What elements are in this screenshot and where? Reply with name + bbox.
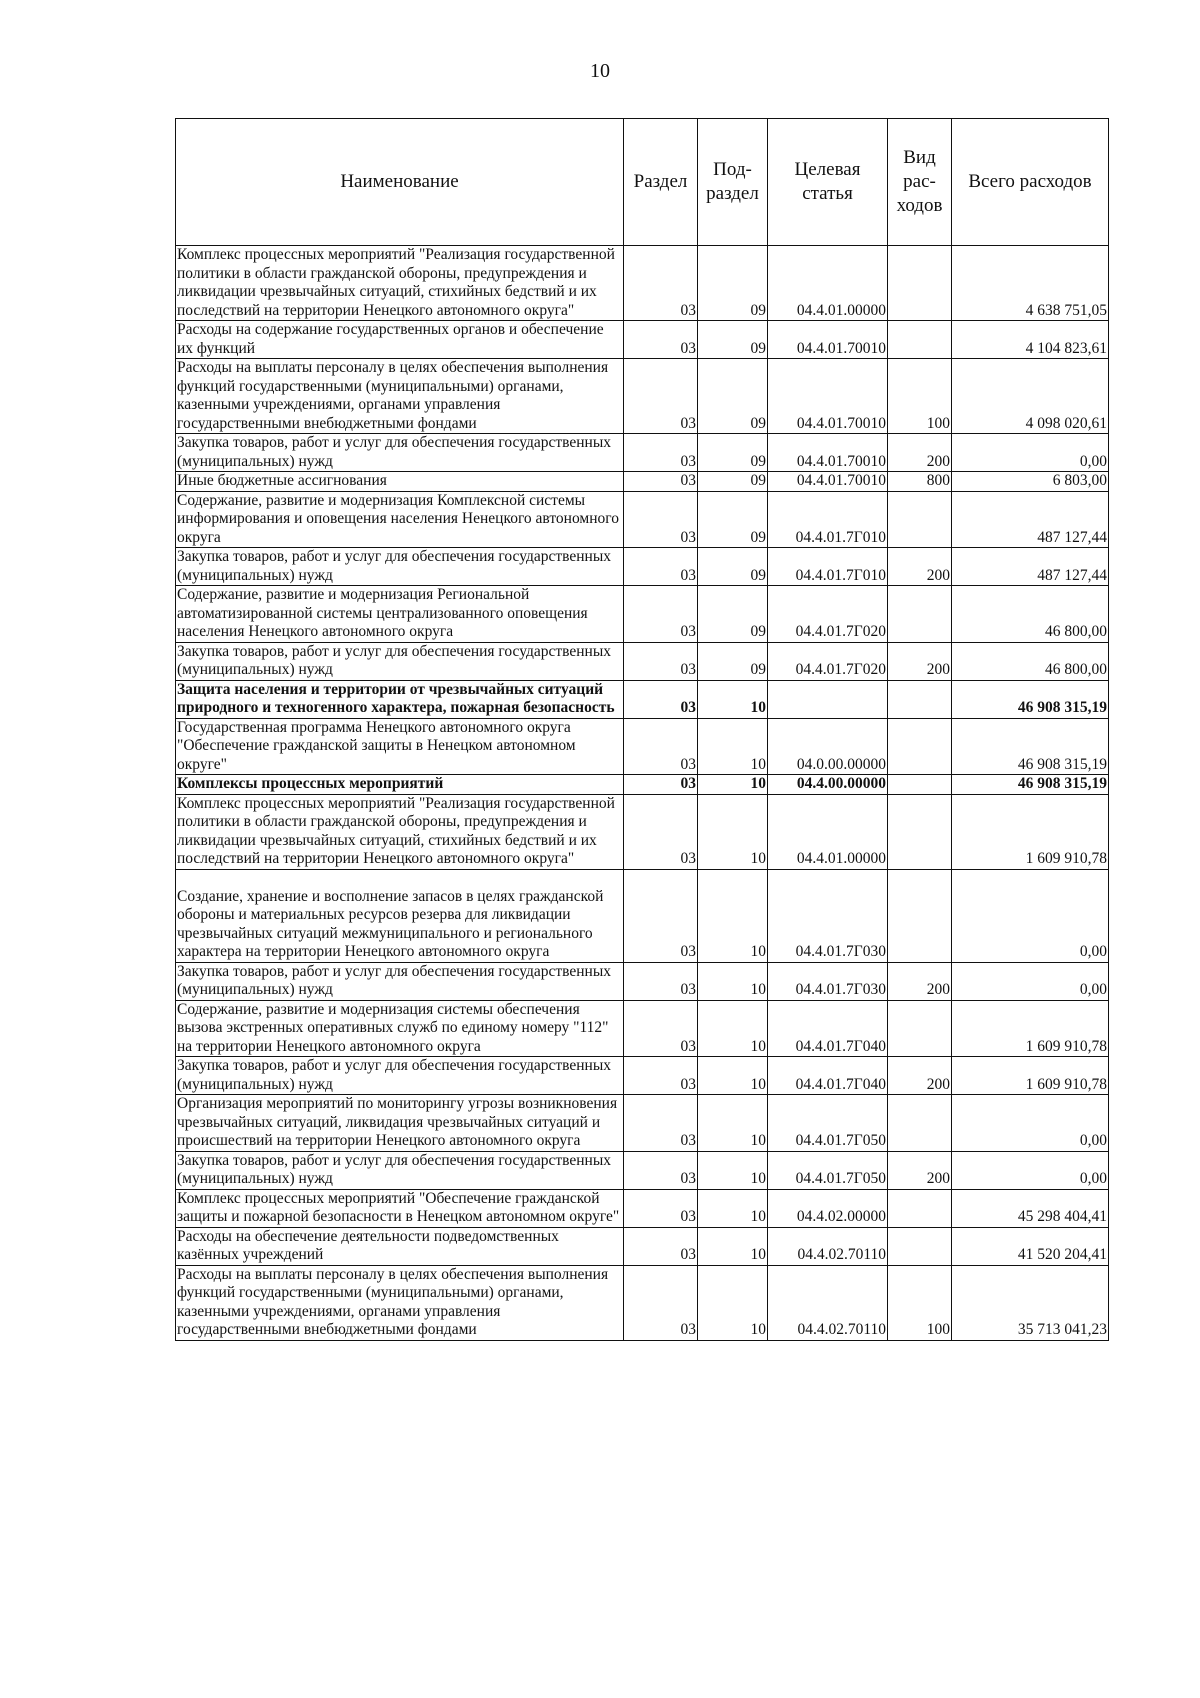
cell-name: Закупка товаров, работ и услуг для обеспечения государственных (муниципальных) нужд	[176, 548, 624, 586]
header-total: Всего расходов	[952, 119, 1109, 246]
cell-total: 46 908 315,19	[952, 680, 1109, 718]
cell-name: Создание, хранение и восполнение запасов в целях гражданской обороны и материальных ресурсов резерва для ликвидации чрезвычайных ситуаций межмуниципального и регионального характера на территории Ненецкого автономного округа	[176, 869, 624, 962]
table-row	[176, 491, 1109, 548]
table-row	[176, 718, 1109, 775]
cell-name: Содержание, развитие и модернизация Комплексной системы информирования и оповещения населения Ненецкого автономного округа	[176, 491, 624, 548]
table-row	[176, 359, 1109, 434]
cell-subsection: 10	[698, 1189, 768, 1227]
cell-subsection: 10	[698, 869, 768, 962]
cell-target: 04.4.02.70110	[768, 1227, 888, 1265]
header-section: Раздел	[624, 119, 698, 246]
cell-expense-type	[888, 1095, 952, 1152]
cell-target: 04.4.01.70010	[768, 321, 888, 359]
table-row	[176, 794, 1109, 869]
cell-expense-type	[888, 1227, 952, 1265]
table-row	[176, 472, 1109, 492]
cell-total: 487 127,44	[952, 548, 1109, 586]
cell-expense-type	[888, 1000, 952, 1057]
cell-target: 04.0.00.00000	[768, 718, 888, 775]
cell-section: 03	[624, 491, 698, 548]
cell-subsection: 09	[698, 434, 768, 472]
cell-section: 03	[624, 869, 698, 962]
cell-section: 03	[624, 359, 698, 434]
cell-name: Закупка товаров, работ и услуг для обеспечения государственных (муниципальных) нужд	[176, 1057, 624, 1095]
table-row	[176, 1057, 1109, 1095]
cell-expense-type: 200	[888, 642, 952, 680]
table-row	[176, 548, 1109, 586]
cell-name: Закупка товаров, работ и услуг для обеспечения государственных (муниципальных) нужд	[176, 642, 624, 680]
cell-target: 04.4.01.7Г040	[768, 1000, 888, 1057]
cell-expense-type	[888, 321, 952, 359]
cell-target: 04.4.01.7Г050	[768, 1095, 888, 1152]
table-row	[176, 869, 1109, 962]
cell-total: 4 638 751,05	[952, 246, 1109, 321]
cell-expense-type	[888, 718, 952, 775]
cell-subsection: 09	[698, 586, 768, 643]
cell-total: 6 803,00	[952, 472, 1109, 492]
cell-total: 0,00	[952, 869, 1109, 962]
cell-subsection: 10	[698, 1227, 768, 1265]
cell-target: 04.4.01.70010	[768, 359, 888, 434]
cell-name: Комплексы процессных мероприятий	[176, 775, 624, 795]
cell-total: 46 800,00	[952, 586, 1109, 643]
cell-name: Закупка товаров, работ и услуг для обеспечения государственных (муниципальных) нужд	[176, 962, 624, 1000]
cell-subsection: 09	[698, 472, 768, 492]
cell-total: 0,00	[952, 1095, 1109, 1152]
table-row	[176, 586, 1109, 643]
table-row	[176, 1265, 1109, 1340]
cell-name: Расходы на обеспечение деятельности подведомственных казённых учреждений	[176, 1227, 624, 1265]
cell-target: 04.4.01.70010	[768, 472, 888, 492]
cell-target: 04.4.02.70110	[768, 1265, 888, 1340]
cell-expense-type: 200	[888, 434, 952, 472]
cell-subsection: 09	[698, 491, 768, 548]
cell-subsection: 09	[698, 321, 768, 359]
header-expense-type: Вид рас- ходов	[888, 119, 952, 246]
cell-expense-type: 200	[888, 962, 952, 1000]
cell-target: 04.4.01.7Г050	[768, 1151, 888, 1189]
cell-target: 04.4.01.7Г020	[768, 586, 888, 643]
table-row	[176, 1095, 1109, 1152]
cell-target: 04.4.01.00000	[768, 794, 888, 869]
cell-subsection: 10	[698, 1095, 768, 1152]
cell-section: 03	[624, 1095, 698, 1152]
cell-total: 46 908 315,19	[952, 775, 1109, 795]
cell-section: 03	[624, 246, 698, 321]
cell-subsection: 09	[698, 246, 768, 321]
cell-section: 03	[624, 1227, 698, 1265]
cell-total: 41 520 204,41	[952, 1227, 1109, 1265]
cell-total: 0,00	[952, 1151, 1109, 1189]
table-row	[176, 246, 1109, 321]
cell-total: 0,00	[952, 434, 1109, 472]
cell-total: 4 104 823,61	[952, 321, 1109, 359]
cell-subsection: 10	[698, 1265, 768, 1340]
cell-subsection: 09	[698, 642, 768, 680]
table-row	[176, 680, 1109, 718]
header-name: Наименование	[176, 119, 624, 246]
cell-subsection: 10	[698, 775, 768, 795]
table-row	[176, 775, 1109, 795]
cell-section: 03	[624, 1151, 698, 1189]
cell-section: 03	[624, 1057, 698, 1095]
cell-subsection: 09	[698, 359, 768, 434]
cell-total: 1 609 910,78	[952, 794, 1109, 869]
cell-target: 04.4.01.7Г040	[768, 1057, 888, 1095]
cell-total: 1 609 910,78	[952, 1000, 1109, 1057]
table-row	[176, 1227, 1109, 1265]
cell-section: 03	[624, 680, 698, 718]
cell-expense-type: 200	[888, 548, 952, 586]
cell-expense-type	[888, 869, 952, 962]
cell-name: Организация мероприятий по мониторингу угрозы возникновения чрезвычайных ситуаций, ликвидация чрезвычайных ситуаций и происшествий на территории Ненецкого автономного округа	[176, 1095, 624, 1152]
cell-expense-type	[888, 586, 952, 643]
cell-total: 487 127,44	[952, 491, 1109, 548]
header-target: Целевая статья	[768, 119, 888, 246]
cell-target: 04.4.01.70010	[768, 434, 888, 472]
table-row	[176, 1189, 1109, 1227]
cell-total: 45 298 404,41	[952, 1189, 1109, 1227]
cell-total: 46 800,00	[952, 642, 1109, 680]
cell-total: 4 098 020,61	[952, 359, 1109, 434]
cell-total: 46 908 315,19	[952, 718, 1109, 775]
table-row	[176, 962, 1109, 1000]
cell-target: 04.4.02.00000	[768, 1189, 888, 1227]
cell-target: 04.4.01.00000	[768, 246, 888, 321]
cell-name: Государственная программа Ненецкого автономного округа "Обеспечение гражданской защиты в Ненецком автономном округе"	[176, 718, 624, 775]
cell-section: 03	[624, 321, 698, 359]
cell-name: Защита населения и территории от чрезвычайных ситуаций природного и техногенного характера, пожарная безопасность	[176, 680, 624, 718]
cell-section: 03	[624, 794, 698, 869]
cell-total: 35 713 041,23	[952, 1265, 1109, 1340]
cell-name: Комплекс процессных мероприятий "Обеспечение гражданской защиты и пожарной безопасности в Ненецком автономном округе"	[176, 1189, 624, 1227]
cell-expense-type: 200	[888, 1151, 952, 1189]
cell-section: 03	[624, 1189, 698, 1227]
cell-subsection: 10	[698, 718, 768, 775]
cell-section: 03	[624, 1265, 698, 1340]
cell-section: 03	[624, 642, 698, 680]
table-row	[176, 1000, 1109, 1057]
cell-subsection: 10	[698, 962, 768, 1000]
cell-section: 03	[624, 718, 698, 775]
cell-section: 03	[624, 472, 698, 492]
cell-section: 03	[624, 434, 698, 472]
cell-subsection: 09	[698, 548, 768, 586]
cell-target: 04.4.01.7Г030	[768, 869, 888, 962]
table-header-row	[176, 119, 1109, 246]
cell-subsection: 10	[698, 1000, 768, 1057]
cell-section: 03	[624, 1000, 698, 1057]
cell-name: Содержание, развитие и модернизация Региональной автоматизированной системы централизованного оповещения населения Ненецкого автономного округа	[176, 586, 624, 643]
cell-subsection: 10	[698, 680, 768, 718]
cell-target: 04.4.01.7Г010	[768, 548, 888, 586]
cell-name: Расходы на выплаты персоналу в целях обеспечения выполнения функций государственными (муниципальными) органами, казенными учреждениями, органами управления государственными внебюджетными фондами	[176, 1265, 624, 1340]
cell-name: Содержание, развитие и модернизация системы обеспечения вызова экстренных оперативных служб по единому номеру "112" на территории Ненецкого автономного округа	[176, 1000, 624, 1057]
cell-expense-type	[888, 775, 952, 795]
cell-section: 03	[624, 548, 698, 586]
cell-expense-type: 800	[888, 472, 952, 492]
cell-name: Иные бюджетные ассигнования	[176, 472, 624, 492]
cell-expense-type: 100	[888, 359, 952, 434]
cell-expense-type	[888, 680, 952, 718]
cell-expense-type	[888, 1189, 952, 1227]
cell-name: Комплекс процессных мероприятий "Реализация государственной политики в области гражданской обороны, предупреждения и ликвидации чрезвычайных ситуаций, стихийных бедствий и их последствий на территории Ненецкого автономного округа"	[176, 246, 624, 321]
page-number: 10	[590, 60, 610, 82]
cell-expense-type	[888, 246, 952, 321]
cell-target	[768, 680, 888, 718]
table-row	[176, 642, 1109, 680]
cell-expense-type: 200	[888, 1057, 952, 1095]
budget-table	[175, 118, 1109, 1341]
cell-target: 04.4.00.00000	[768, 775, 888, 795]
cell-subsection: 10	[698, 1057, 768, 1095]
cell-section: 03	[624, 586, 698, 643]
cell-name: Расходы на содержание государственных органов и обеспечение их функций	[176, 321, 624, 359]
cell-expense-type: 100	[888, 1265, 952, 1340]
cell-name: Закупка товаров, работ и услуг для обеспечения государственных (муниципальных) нужд	[176, 1151, 624, 1189]
table-row	[176, 321, 1109, 359]
cell-section: 03	[624, 962, 698, 1000]
header-subsection: Под- раздел	[698, 119, 768, 246]
cell-target: 04.4.01.7Г020	[768, 642, 888, 680]
cell-subsection: 10	[698, 1151, 768, 1189]
cell-subsection: 10	[698, 794, 768, 869]
table-row	[176, 434, 1109, 472]
cell-name: Расходы на выплаты персоналу в целях обеспечения выполнения функций государственными (муниципальными) органами, казенными учреждениями, органами управления государственными внебюджетными фондами	[176, 359, 624, 434]
table-row	[176, 1151, 1109, 1189]
cell-expense-type	[888, 491, 952, 548]
cell-target: 04.4.01.7Г030	[768, 962, 888, 1000]
cell-target: 04.4.01.7Г010	[768, 491, 888, 548]
cell-name: Комплекс процессных мероприятий "Реализация государственной политики в области гражданской обороны, предупреждения и ликвидации чрезвычайных ситуаций, стихийных бедствий и их последствий на территории Ненецкого автономного округа"	[176, 794, 624, 869]
cell-name: Закупка товаров, работ и услуг для обеспечения государственных (муниципальных) нужд	[176, 434, 624, 472]
cell-total: 0,00	[952, 962, 1109, 1000]
cell-section: 03	[624, 775, 698, 795]
cell-expense-type	[888, 794, 952, 869]
cell-total: 1 609 910,78	[952, 1057, 1109, 1095]
